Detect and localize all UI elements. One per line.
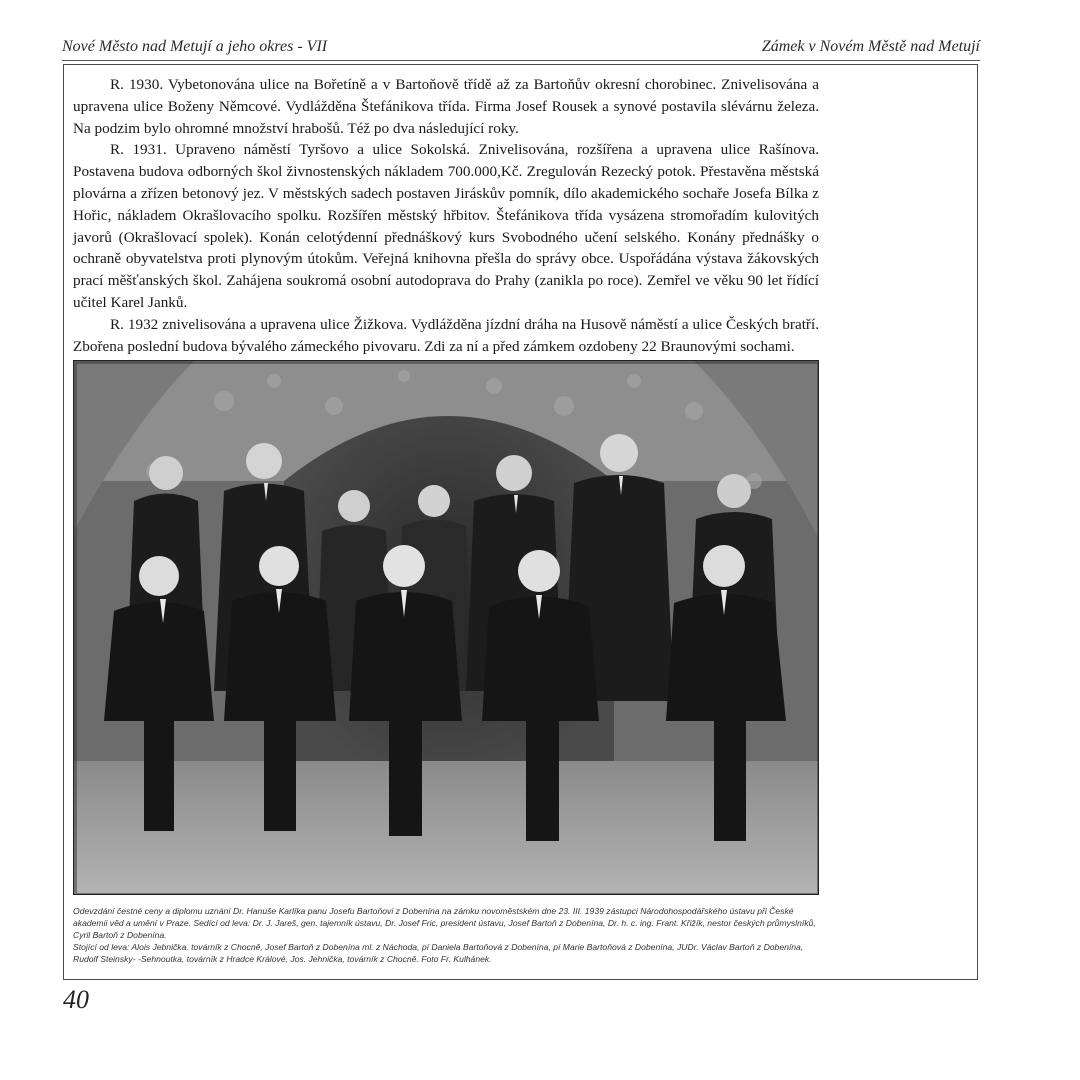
header-left-title: Nové Město nad Metují a jeho okres - VII — [62, 38, 328, 55]
body-text — [73, 74, 819, 357]
header-right-title: Zámek v Novém Městě nad Metují — [761, 38, 980, 55]
caption-seated: Odevzdání čestné ceny a diplomu uznání Dr. Hanuše Karlíka panu Josefu Bartoňovi z Dobenína na zámku novoměstském dne 23. III. 1939 zástupci Národohospodářského ústavu při České akademii věd a umění v Praze. Sedící od leva: Dr. J. Jareš, gen. tajemník ústavu, Dr. Josef Fric, president ústavu, Josef Bartoň z Dobenína, Dr. h. c. ing. Frant. Křižík, nestor českých průmyslníků, Cyril Bartoň z Dobenína. — [73, 906, 816, 940]
running-header — [62, 38, 980, 56]
photo-illustration — [74, 361, 819, 895]
paragraph-1930: R. 1930. Vybetonována ulice na Bořetíně a v Bartoňově třídě až za Bartoňův okresní chorobinec. Znivelisována a upravena ulice Boženy Němcové. Vydlážděna Štefánikova třída. Firma Josef Rousek a synové postavila slévárnu železa. Na podzim bylo ohromné množství hrabošů. Též po dva následující roky. — [73, 76, 819, 137]
group-photograph — [73, 360, 819, 895]
page-number: 40 — [63, 985, 89, 1014]
photo-caption — [73, 905, 819, 965]
caption-standing: Stojící od leva: Alois Jebnička. továrník z Chocně, Josef Bartoň z Dobenína ml. z Náchoda, pí Daniela Bartoňová z Dobenína, pí Marie Bartoňová z Dobenína, JUDr. Václav Bartoň z Dobenína, Rudolf Steinsky- -Sehnoutka, továrník z Hradce Králové, Jos. Jehnička, továrník z Chocně. Foto Fr. Kulhánek. — [73, 942, 804, 964]
header-rule — [62, 60, 980, 61]
paragraph-1931: R. 1931. Upraveno náměstí Tyršovo a ulice Sokolská. Znivelisována, rozšířena a upravena ulice Rašínova. Postavena budova odborných škol živnostenských nákladem 700.000,Kč. Zregulován Rezecký potok. Přestavěna městská plovárna a zřízen betonový jez. V městských sadech postaven Jiráskův pomník, dílo akademického sochaře Josefa Bílka z Hořic, nákladem Okrašlovacího spolku. Rozšířen městský hřbitov. Štefánikova třída vysázena stromořadím kulovitých javorů (Okrašlovací spolek). Konán celotýdenní přednáškový kurs Svobodného učení selského. Konány přednášky o ochraně obyvatelstva proti plynovým útokům. Veřejná knihovna přešla do správy obce. Uspořádána výstava žákovských prací měšťanských škol. Zahájena soukromá osobní autodoprava do Prahy (zanikla po roce). Zemřel ve věku 90 let řídící učitel Karel Janků. — [73, 141, 819, 311]
paragraph-1932: R. 1932 znivelisována a upravena ulice Žižkova. Vydlážděna jízdní dráha na Husově náměstí a ulice Českých bratří. Zbořena poslední budova bývalého zámeckého pivovaru. Zdi za ní a před zámkem ozdobeny 22 Braunovými sochami. — [73, 315, 819, 355]
